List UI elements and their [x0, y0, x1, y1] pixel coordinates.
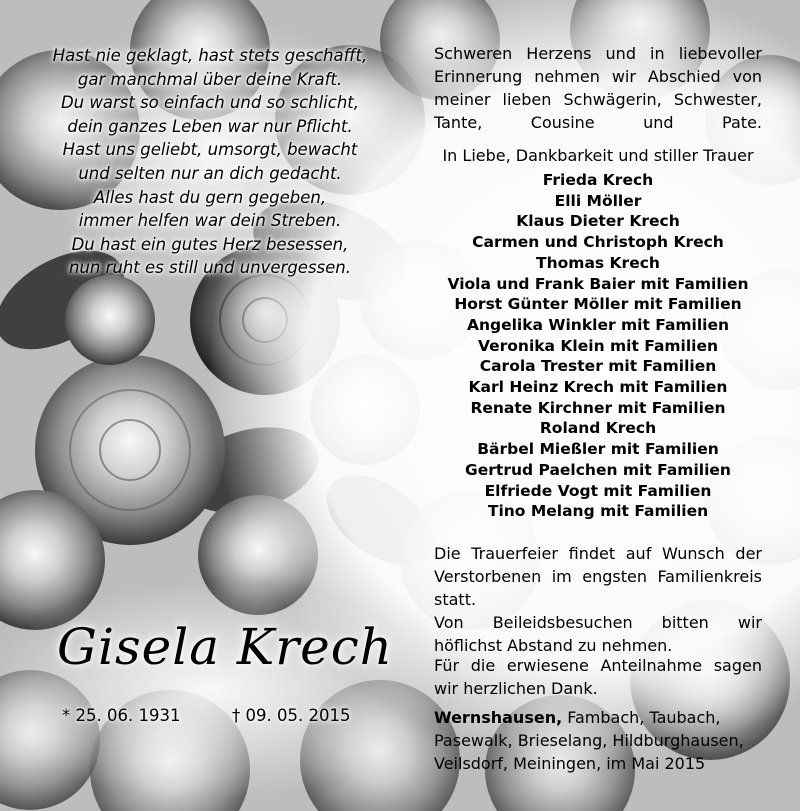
mourner: Renate Kirchner mit Familien [470, 398, 726, 417]
mourners-list [434, 170, 762, 522]
funeral-notice: Die Trauerfeier findet auf Wunsch der Verstorbenen im engsten Familienkreis statt. [434, 544, 762, 609]
intro-line: Tante, Cousine und Pate. [434, 113, 762, 132]
mourner: Frieda Krech [542, 171, 654, 189]
closing-places [434, 706, 754, 775]
poem-line: Hast nie geklagt, hast stets geschafft, [52, 46, 368, 65]
poem-line: Alles hast du gern gegeben, [93, 187, 327, 207]
poem-line: und selten nur an dich gedacht. [78, 163, 342, 183]
intro-text [434, 42, 762, 134]
mourner: Horst Günter Möller mit Familien [454, 295, 742, 314]
poem-line: nun ruht es still und unvergessen. [68, 258, 351, 278]
mourner: Carola Trester mit Familien [479, 357, 717, 376]
poem-line: Du hast ein gutes Herz besessen, [71, 234, 349, 254]
thanks-notice: Für die erwiesene Anteilnahme sagen wir herzlichen Dank. [434, 656, 762, 698]
intro-line: meiner lieben Schwägerin, Schwester, [434, 90, 762, 109]
intro-line: Schweren Herzens und in liebevoller [434, 44, 762, 63]
closing-town: Wernshausen, [434, 708, 563, 727]
mourner: Karl Heinz Krech mit Familien [468, 378, 728, 397]
mourner: Viola und Frank Baier mit Familien [447, 274, 749, 293]
mourning-line: In Liebe, Dankbarkeit und stiller Trauer [442, 146, 754, 165]
mourner: Klaus Dieter Krech [516, 212, 680, 231]
mourner: Roland Krech [539, 419, 657, 438]
poem-line: dein ganzes Leben war nur Pflicht. [67, 116, 353, 136]
mourner: Angelika Winkler mit Familien [466, 315, 730, 334]
mourner: Carmen und Christoph Krech [472, 233, 724, 252]
poem-line: immer helfen war dein Streben. [78, 211, 342, 231]
mourner: Veronika Klein mit Familien [477, 336, 719, 355]
deceased-name: Gisela Krech [57, 618, 393, 676]
mourner: Bärbel Mießler mit Familien [477, 440, 719, 459]
death-date: † 09. 05. 2015 [232, 706, 351, 725]
mourner: Elfriede Vogt mit Familien [484, 481, 712, 500]
poem-line: Du warst so einfach und so schlicht, [60, 93, 360, 113]
closing-places-text: Fambach, Taubach, Pasewalk, Brieselang, Hildburghausen, Veilsdorf, Meiningen, im Mai 2015 [434, 708, 744, 773]
mourner: Tino Melang mit Familien [487, 502, 709, 521]
mourner: Elli Möller [554, 191, 642, 210]
intro-line: Erinnerung nehmen wir Abschied von [434, 67, 762, 86]
poem [40, 44, 380, 280]
birth-date: * 25. 06. 1931 [62, 706, 181, 725]
mourner: Thomas Krech [536, 253, 660, 272]
poem-line: Hast uns geliebt, umsorgt, bewacht [62, 140, 358, 160]
condolence-notice: Von Beileidsbesuchen bitten wir höflichst Abstand zu nehmen. [434, 613, 762, 655]
poem-line: gar manchmal über deine Kraft. [77, 69, 343, 89]
mourner: Gertrud Paelchen mit Familien [465, 460, 731, 479]
